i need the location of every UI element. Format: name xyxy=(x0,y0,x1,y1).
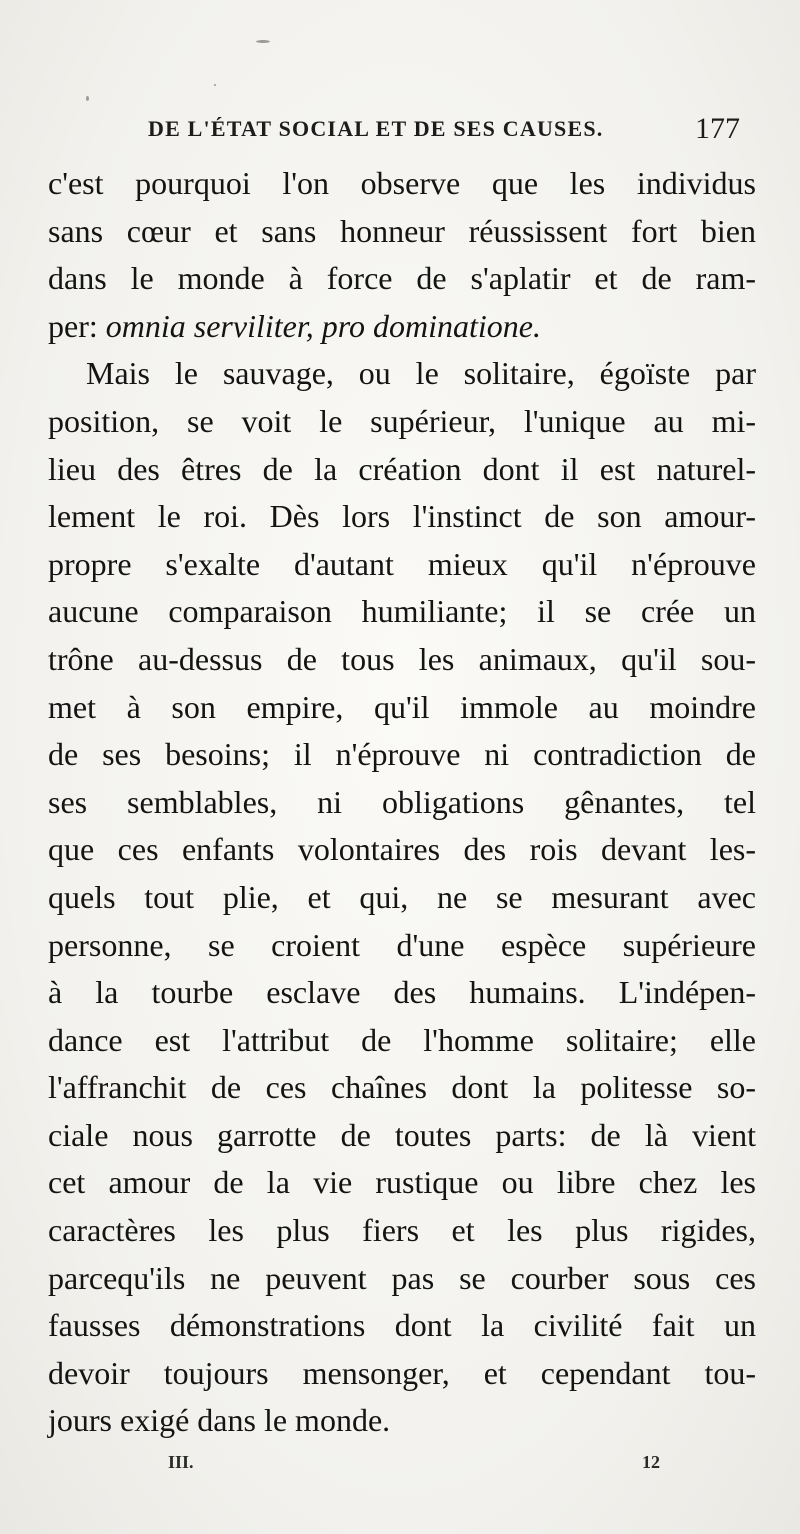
text-line: propre s'exalte d'autant mieux qu'il n'éprouve xyxy=(48,545,756,582)
text-line: fausses démonstrations dont la civilité fait un xyxy=(48,1307,756,1344)
text-line: personne, se croient d'une espèce supérieure xyxy=(48,926,756,963)
text-line: ses semblables, ni obligations gênantes, tel xyxy=(48,783,756,820)
text-line-latin-quote xyxy=(48,303,756,351)
text-line: de ses besoins; il n'éprouve ni contradiction de xyxy=(48,736,756,773)
latin-quotation: omnia serviliter, pro dominatione. xyxy=(105,307,541,344)
text-line: position, se voit le supérieur, l'unique au mi- xyxy=(48,402,756,439)
text-line: dans le monde à force de s'aplatir et de ram- xyxy=(48,260,756,297)
text-line: sans cœur et sans honneur réussissent fort bien xyxy=(48,212,756,249)
paragraph-end-line: jours exigé dans le monde. xyxy=(48,1402,391,1439)
text-line: quels tout plie, et qui, ne se mesurant avec xyxy=(48,878,756,915)
signature-mark: III. xyxy=(168,1452,194,1472)
paragraph-start-line: Mais le sauvage, ou le solitaire, égoïste par xyxy=(86,355,756,392)
text-line: caractères les plus fiers et les plus rigides, xyxy=(48,1212,756,1249)
text-line: c'est pourquoi l'on observe que les individus xyxy=(48,165,756,201)
page-number: 177 xyxy=(695,112,740,145)
gathering-mark: 12 xyxy=(642,1452,660,1472)
text-line: met à son empire, qu'il immole au moindre xyxy=(48,688,756,725)
body-text xyxy=(48,160,756,1445)
running-title: DE L'ÉTAT SOCIAL ET DE SES CAUSES. xyxy=(148,116,604,141)
text-line: lement le roi. Dès lors l'instinct de son amour- xyxy=(48,498,756,535)
page-footer xyxy=(0,1452,800,1482)
text-line: dance est l'attribut de l'homme solitaire; elle xyxy=(48,1021,756,1058)
text-line: que ces enfants volontaires des rois devant les- xyxy=(48,831,756,868)
text-line: à la tourbe esclave des humains. L'indépen- xyxy=(48,974,756,1011)
page-header xyxy=(148,112,768,152)
text-line: aucune comparaison humiliante; il se crée un xyxy=(48,593,756,630)
text-line: cet amour de la vie rustique ou libre chez les xyxy=(48,1164,756,1201)
text-line: parcequ'ils ne peuvent pas se courber sous ces xyxy=(48,1259,756,1296)
text-line: devoir toujours mensonger, et cependant tou- xyxy=(48,1354,756,1391)
text-line: l'affranchit de ces chaînes dont la politesse so- xyxy=(48,1069,756,1106)
line-roman-part: per: xyxy=(48,307,106,344)
text-line: ciale nous garrotte de toutes parts: de là vient xyxy=(48,1116,756,1153)
text-line: trône au-dessus de tous les animaux, qu'il sou- xyxy=(48,640,756,677)
text-line: lieu des êtres de la création dont il est naturel- xyxy=(48,450,756,487)
